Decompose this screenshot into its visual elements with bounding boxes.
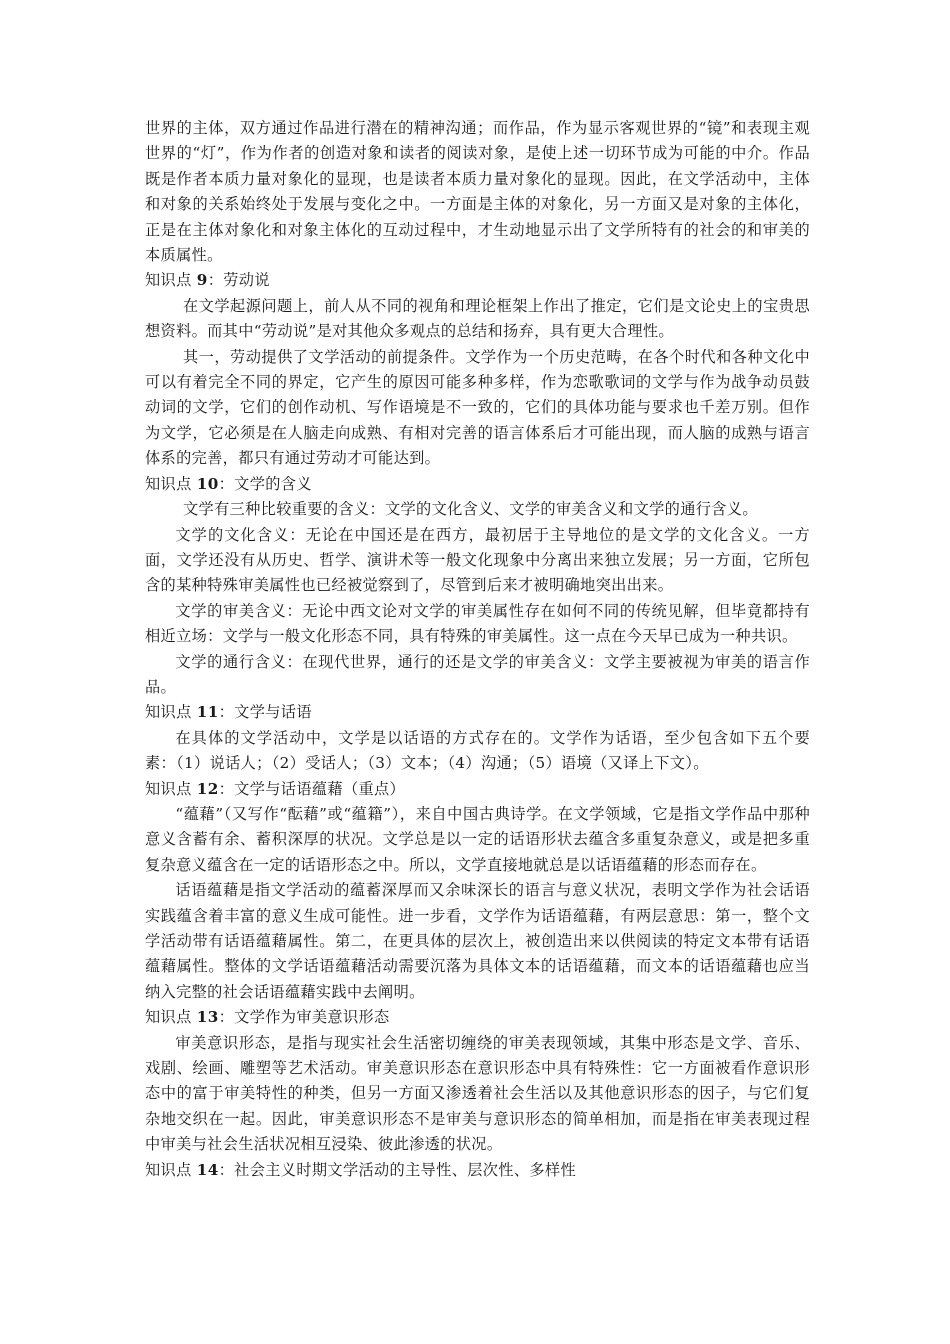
section-10-paragraph-3: 文学的审美含义：无论中西文论对文学的审美属性存在如何不同的传统见解，但毕竟都持有相近立场：文学与一般文化形态不同，具有特殊的审美属性。这一点在今天早已成为一种共识。 xyxy=(145,601,810,646)
heading-title: ：文学的含义 xyxy=(218,474,312,493)
heading-prefix: 知识点 xyxy=(145,271,197,290)
section-heading-11 xyxy=(145,700,810,725)
section-heading-9 xyxy=(145,268,810,293)
heading-title: ：劳动说 xyxy=(207,271,270,290)
heading-title: ：社会主义时期文学活动的主导性、层次性、多样性 xyxy=(218,1160,577,1179)
section-9-paragraph-1: 在文学起源问题上，前人从不同的视角和理论框架上作出了推定，它们是文论史上的宝贵思想资料。而其中“劳动说”是对其他众多观点的总结和扬弃，具有更大合理性。 xyxy=(145,296,810,341)
heading-number: 9 xyxy=(196,271,208,290)
heading-title: ：文学作为审美意识形态 xyxy=(218,1008,390,1027)
intro-paragraph: 世界的主体，双方通过作品进行潜在的精神沟通；而作品，作为显示客观世界的“镜”和表现主观世界的“灯”，作为作者的创造对象和读者的阅读对象，是使上述一切环节成为可能的中介。作品既是作者本质力量对象化的显现，也是读者本质力量对象化的显现。因此，在文学活动中，主体和对象的关系始终处于发展与变化之中。一方面是主体的对象化，另一方面又是对象的主体化，正是在主体对象化和对象主体化的互动过程中，才生动地显示出了文学所特有的社会的和审美的本质属性。 xyxy=(145,119,810,265)
section-12-paragraph-1: “蕴藉”（又写作“酝藉”或“蕴籍”），来自中国古典诗学。在文学领域，它是指文学作品中那种意义含蓄有余、蓄积深厚的状况。文学总是以一定的话语形状去蕴含多重复杂意义，或是把多重复杂意义蕴含在一定的话语形态之中。所以，文学直接地就总是以话语蕴藉的形态而存在。 xyxy=(145,804,810,874)
heading-title: ：文学与话语蕴藉（重点） xyxy=(218,779,406,798)
section-10-paragraph-4: 文学的通行含义：在现代世界，通行的还是文学的审美含义：文学主要被视为审美的语言作品。 xyxy=(145,652,810,696)
heading-number: 14 xyxy=(196,1160,219,1179)
heading-number: 11 xyxy=(196,703,219,722)
section-heading-14 xyxy=(145,1158,810,1183)
heading-prefix: 知识点 xyxy=(145,1008,197,1027)
heading-prefix: 知识点 xyxy=(145,474,197,493)
heading-number: 12 xyxy=(196,779,219,798)
heading-prefix: 知识点 xyxy=(145,1160,197,1179)
document-page xyxy=(145,116,810,1183)
heading-number: 10 xyxy=(196,474,219,493)
section-13-paragraph-1: 审美意识形态，是指与现实社会生活密切缠绕的审美表现领域，其集中形态是文学、音乐、戏剧、绘画、雕塑等艺术活动。审美意识形态在意识形态中具有特殊性：它一方面被看作意识形态中的富于审美特性的种类，但另一方面又渗透着社会生活以及其他意识形态的因子，与它们复杂地交织在一起。因此，审美意识形态不是审美与意识形态的简单相加，而是指在审美表现过程中审美与社会生活状况相互浸染、彼此渗透的状况。 xyxy=(145,1033,810,1154)
heading-title: ：文学与话语 xyxy=(218,703,312,722)
heading-number: 13 xyxy=(196,1008,219,1027)
section-11-paragraph-1: 在具体的文学活动中，文学是以话语的方式存在的。文学作为话语，至少包含如下五个要素：（1）说话人；（2）受话人；（3）文本；（4）沟通；（5）语境（又译上下文）。 xyxy=(145,728,810,773)
heading-prefix: 知识点 xyxy=(145,703,197,722)
section-10-paragraph-2: 文学的文化含义：无论在中国还是在西方，最初居于主导地位的是文学的文化含义。一方面，文学还没有从历史、哲学、演讲术等一般文化现象中分离出来独立发展；另一方面，它所包含的某种特殊审美属性也已经被觉察到了，尽管到后来才被明确地突出出来。 xyxy=(145,525,810,595)
section-heading-12 xyxy=(145,777,810,802)
section-heading-13 xyxy=(145,1005,810,1030)
section-heading-10 xyxy=(145,472,810,497)
section-9-paragraph-2: 其一，劳动提供了文学活动的前提条件。文学作为一个历史范畴，在各个时代和各种文化中可以有着完全不同的界定，它产生的原因可能多种多样，作为恋歌歌词的文学与作为战争动员鼓动词的文学，它们的创作动机、写作语境是不一致的，它们的具体功能与要求也千差万别。但作为文学，它必须是在人脑走向成熟、有相对完善的语言体系后才可能出现，而人脑的成熟与语言体系的完善，都只有通过劳动才可能达到。 xyxy=(145,347,810,468)
section-12-paragraph-2: 话语蕴藉是指文学活动的蕴蓄深厚而又余味深长的语言与意义状况，表明文学作为社会话语实践蕴含着丰富的意义生成可能性。进一步看，文学作为话语蕴藉，有两层意思：第一，整个文学活动带有话语蕴藉属性。第二，在更具体的层次上，被创造出来以供阅读的特定文本带有话语蕴藉属性。整体的文学话语蕴藉活动需要沉落为具体文本的话语蕴藉，而文本的话语蕴藉也应当纳入完整的社会话语蕴藉实践中去阐明。 xyxy=(145,881,810,1001)
heading-prefix: 知识点 xyxy=(145,779,197,798)
section-10-paragraph-1: 文学有三种比较重要的含义：文学的文化含义、文学的审美含义和文学的通行含义。 xyxy=(183,500,758,519)
